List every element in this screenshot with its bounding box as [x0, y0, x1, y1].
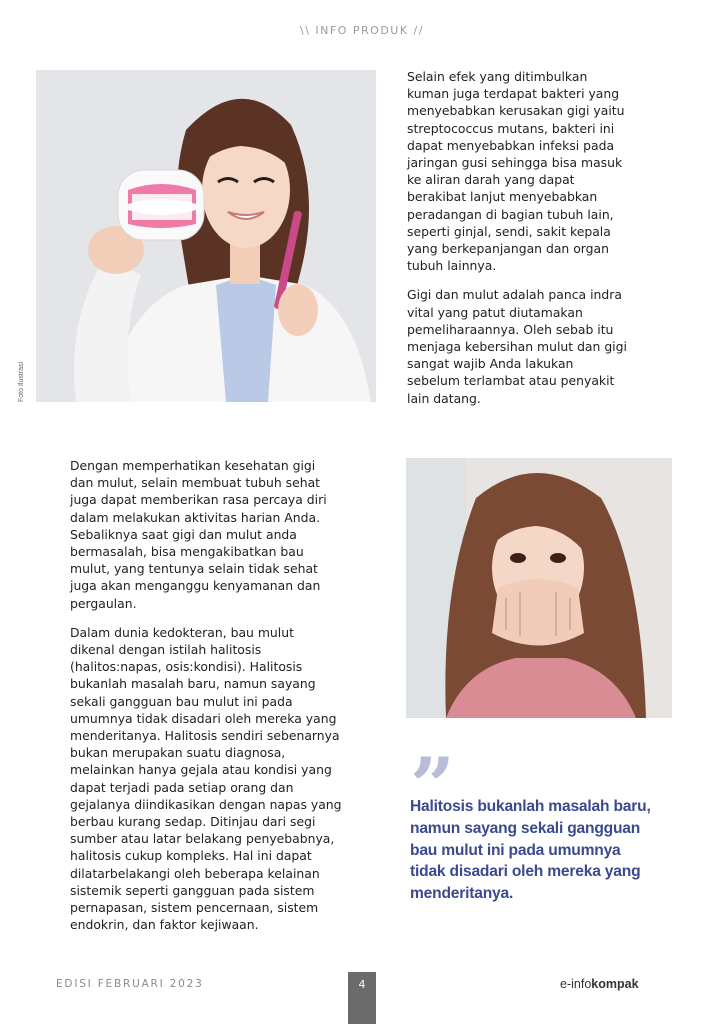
- text-column-right: [407, 68, 629, 419]
- photo-woman-covering-mouth: [406, 458, 672, 718]
- pull-quote: Halitosis bukanlah masalah baru, namun sayang sekali gangguan bau mulut ini pada umumnya tidak disadari oleh mereka yang menderitanya.: [410, 798, 651, 903]
- photo-dentist-with-teeth-model: [36, 70, 376, 402]
- woman-illustration: [406, 458, 672, 718]
- brand-suffix: kompak: [591, 977, 639, 991]
- page-number-label: 4: [358, 978, 366, 991]
- brand-prefix: e-info: [560, 977, 592, 991]
- paragraph: Selain efek yang ditimbulkan kuman juga terdapat bakteri yang menyebabkan kerusakan gigi yaitu streptococcus mutans, bakteri ini dapat menyebabkan infeksi pada jaringan gusi sehingga bisa masuk ke aliran darah yang dapat berakibat lanjut menyebabkan peradangan di bagian tubuh lain, seperti ginjal, sendi, sakit kepala yang berkepanjangan dan organ tubuh lainnya.: [407, 69, 625, 274]
- section-header: \\ INFO PRODUK //: [300, 24, 424, 37]
- brand-logo: [560, 977, 639, 991]
- photo-credit: Foto Ilustrasi: [18, 361, 25, 402]
- footer-edition: EDISI FEBRUARI 2023: [56, 978, 204, 990]
- text-column-left: [70, 457, 342, 945]
- paragraph: Dalam dunia kedokteran, bau mulut dikenal dengan istilah halitosis (halitos:napas, osis:kondisi). Halitosis bukanlah masalah baru, namun sayang sekali gangguan bau mulut ini pada umumnya tidak disadari oleh mereka yang menderitanya. Halitosis sendiri sebenarnya bukan merupakan suatu diagnosa, melainkan hanya gejala atau kondisi yang dapat terjadi pada setiap orang dan gejalanya diindikasikan dengan napas yang berbau kurang sedap. Ditinjau dari segi sumber atau latar belakang penyebabnya, halitosis cukup kompleks. Hal ini dapat dilatarbelakangi oleh beberapa kelainan sistemik seperti gangguan pada sistem pernapasan, sistem pencernaan, sistem endokrin, dan faktor kejiwaan.: [70, 624, 342, 933]
- paragraph: Gigi dan mulut adalah panca indra vital yang patut diutamakan pemeliharaannya. Oleh sebab itu menjaga kebersihan mulut dan gigi sangat wajib Anda lakukan sebelum terlambat atau penyakit lain datang.: [407, 287, 627, 406]
- page-number: [348, 972, 376, 1024]
- quote-mark-icon: ”: [410, 741, 455, 832]
- dentist-illustration: [36, 70, 376, 402]
- paragraph: Dengan memperhatikan kesehatan gigi dan mulut, selain membuat tubuh sehat juga dapat memberikan rasa percaya diri dalam melakukan aktivitas harian Anda. Sebaliknya saat gigi dan mulut anda bermasalah, bisa mengakibatkan bau mulut, yang tentunya selain tidak sehat juga akan menganggu kenyamanan dan pergaulan.: [70, 458, 327, 611]
